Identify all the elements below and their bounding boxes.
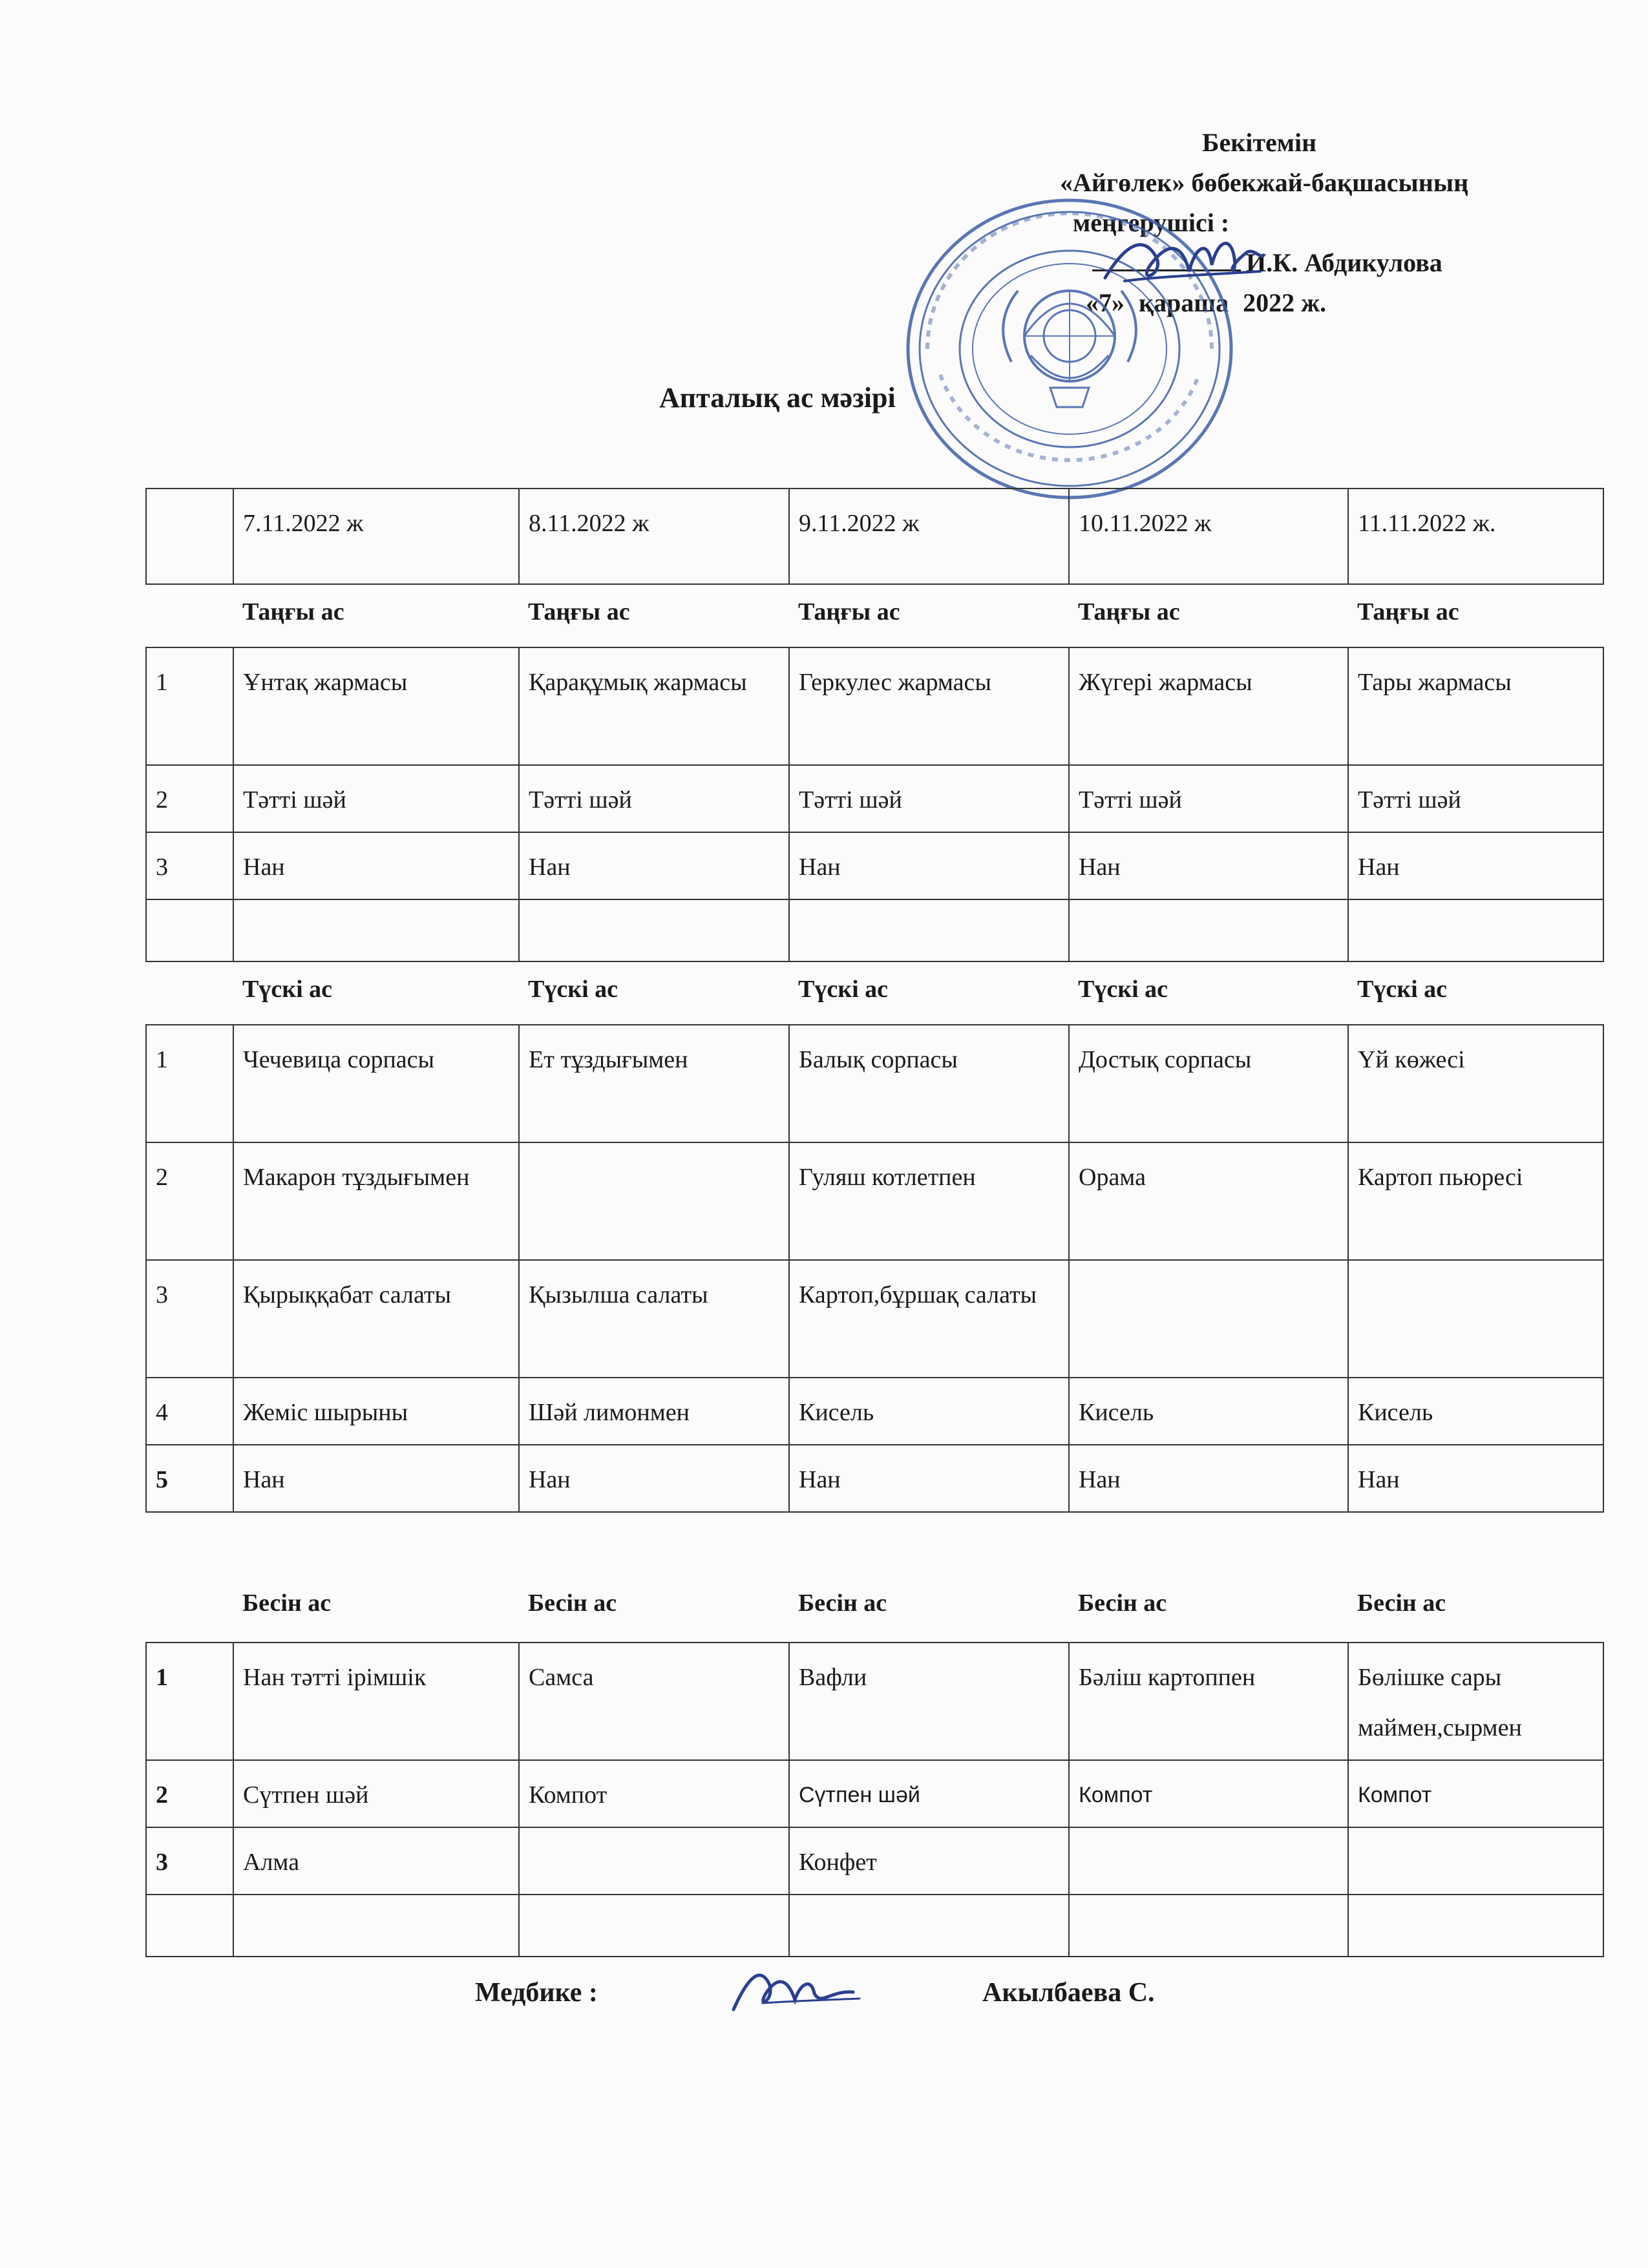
meal-label: Таңғы ас (233, 584, 519, 647)
menu-cell: Ет тұздығымен (519, 1025, 789, 1142)
menu-cell: Гуляш котлетпен (789, 1142, 1069, 1260)
date-cell: 8.11.2022 ж (519, 488, 789, 584)
meal-label: Түскі ас (1069, 961, 1348, 1025)
director-name: И.К. Абдикулова (1246, 248, 1442, 277)
menu-cell (1348, 1260, 1603, 1378)
menu-cell (1069, 1827, 1348, 1895)
menu-cell: Нан (789, 832, 1069, 899)
menu-cell: Нан (1069, 832, 1348, 899)
row-number: 2 (146, 1142, 233, 1260)
menu-cell: Компот (519, 1760, 789, 1827)
meal-label: Түскі ас (1348, 961, 1603, 1025)
nurse-label: Медбике : (475, 1978, 598, 2008)
menu-cell: Сүтпен шәй (789, 1760, 1069, 1827)
menu-cell: Картоп пьюресі (1348, 1142, 1603, 1260)
menu-cell: Макарон тұздығымен (233, 1142, 519, 1260)
table-row (146, 832, 1603, 899)
breakfast-header-row (146, 584, 1603, 647)
meal-label: Таңғы ас (519, 584, 789, 647)
menu-cell: Алма (233, 1827, 519, 1895)
menu-cell: Сүтпен шәй (233, 1760, 519, 1827)
meal-label: Таңғы ас (789, 584, 1069, 647)
menu-cell (1348, 1827, 1603, 1895)
menu-cell: Конфет (789, 1827, 1069, 1895)
date-cell: 10.11.2022 ж (1069, 488, 1348, 584)
table-row (146, 1260, 1603, 1378)
menu-cell: Қызылша салаты (519, 1260, 789, 1378)
menu-cell: Самса (519, 1643, 789, 1760)
date-cell: 9.11.2022 ж (789, 488, 1069, 584)
nurse-signature (724, 1955, 866, 2026)
date-month: қараша (1139, 288, 1229, 317)
menu-cell (519, 1142, 789, 1260)
director-signature (1099, 220, 1267, 304)
meal-label: Бесін ас (1348, 1512, 1603, 1643)
table-row (146, 647, 1603, 765)
meal-label: Түскі ас (789, 961, 1069, 1025)
menu-cell: Балық сорпасы (789, 1025, 1069, 1142)
menu-cell: Тәтті шәй (1348, 765, 1603, 832)
menu-cell: Жеміс шырыны (233, 1378, 519, 1445)
row-number: 1 (146, 1643, 233, 1760)
meal-label: Түскі ас (233, 961, 519, 1025)
meal-label: Таңғы ас (1069, 584, 1348, 647)
menu-cell (519, 1827, 789, 1895)
meal-label: Түскі ас (519, 961, 789, 1025)
empty-row (146, 899, 1603, 961)
empty-row (146, 1895, 1603, 1957)
date-year: 2022 ж. (1243, 288, 1327, 317)
approval-heading: Бекітемін (1202, 128, 1317, 157)
date-day: «7» (1086, 288, 1125, 317)
menu-cell: Тәтті шәй (519, 765, 789, 832)
menu-cell: Нан (233, 832, 519, 899)
table-row (146, 1760, 1603, 1827)
menu-cell: Орама (1069, 1142, 1348, 1260)
menu-cell: Нан (1348, 1445, 1603, 1512)
row-number: 1 (146, 1025, 233, 1142)
menu-cell: Вафли (789, 1643, 1069, 1760)
menu-cell: Қарақұмық жармасы (519, 647, 789, 765)
menu-cell: Достық сорпасы (1069, 1025, 1348, 1142)
table-row (146, 1142, 1603, 1260)
table-row (146, 1643, 1603, 1760)
menu-cell: Үй көжесі (1348, 1025, 1603, 1142)
menu-cell: Кисель (789, 1378, 1069, 1445)
row-number: 3 (146, 832, 233, 899)
document-title: Апталық ас мәзірі (659, 382, 896, 414)
date-cell: 11.11.2022 ж. (1348, 488, 1603, 584)
menu-cell: Ұнтақ жармасы (233, 647, 519, 765)
menu-cell: Нан (789, 1445, 1069, 1512)
menu-cell: Чечевица сорпасы (233, 1025, 519, 1142)
menu-cell: Геркулес жармасы (789, 647, 1069, 765)
table-row (146, 1378, 1603, 1445)
row-number: 2 (146, 765, 233, 832)
meal-label: Бесін ас (519, 1512, 789, 1643)
row-number: 3 (146, 1827, 233, 1895)
meal-label: Таңғы ас (1348, 584, 1603, 647)
corner-cell (146, 488, 233, 584)
nurse-name: Акылбаева С. (982, 1978, 1155, 2008)
menu-cell: Тәтті шәй (1069, 765, 1348, 832)
menu-cell: Компот (1069, 1760, 1348, 1827)
menu-cell: Қырыққабат салаты (233, 1260, 519, 1378)
menu-cell: Нан тәтті ірімшік (233, 1643, 519, 1760)
table-row (146, 1445, 1603, 1512)
menu-cell: Шәй лимонмен (519, 1378, 789, 1445)
menu-cell: Нан (1348, 832, 1603, 899)
afternoon-header-row (146, 1512, 1603, 1643)
row-number: 3 (146, 1260, 233, 1378)
menu-cell: Тәтті шәй (233, 765, 519, 832)
weekly-menu-table (145, 488, 1604, 1957)
row-number: 4 (146, 1378, 233, 1445)
dates-row (146, 488, 1603, 584)
menu-cell: Нан (519, 832, 789, 899)
approval-organization: «Айгөлек» бөбекжай-бақшасының (1060, 168, 1469, 197)
menu-cell: Компот (1348, 1760, 1603, 1827)
menu-cell: Бәліш картоппен (1069, 1643, 1348, 1760)
menu-cell: Тары жармасы (1348, 647, 1603, 765)
table-row (146, 765, 1603, 832)
menu-cell: Нан (519, 1445, 789, 1512)
row-number: 2 (146, 1760, 233, 1827)
meal-label: Бесін ас (233, 1512, 519, 1643)
date-cell: 7.11.2022 ж (233, 488, 519, 584)
row-number: 1 (146, 647, 233, 765)
menu-cell: Тәтті шәй (789, 765, 1069, 832)
meal-label: Бесін ас (789, 1512, 1069, 1643)
meal-label: Бесін ас (1069, 1512, 1348, 1643)
row-number: 5 (146, 1445, 233, 1512)
menu-cell: Нан (233, 1445, 519, 1512)
menu-cell: Кисель (1348, 1378, 1603, 1445)
lunch-header-row (146, 961, 1603, 1025)
table-row (146, 1827, 1603, 1895)
menu-cell: Жүгері жармасы (1069, 647, 1348, 765)
menu-cell: Кисель (1069, 1378, 1348, 1445)
menu-cell: Бөлішке сары маймен,сырмен (1348, 1643, 1603, 1760)
menu-cell: Картоп,бұршақ салаты (789, 1260, 1069, 1378)
approval-position: меңгерушісі : (1073, 208, 1230, 237)
table-row (146, 1025, 1603, 1142)
menu-cell (1069, 1260, 1348, 1378)
menu-cell: Нан (1069, 1445, 1348, 1512)
